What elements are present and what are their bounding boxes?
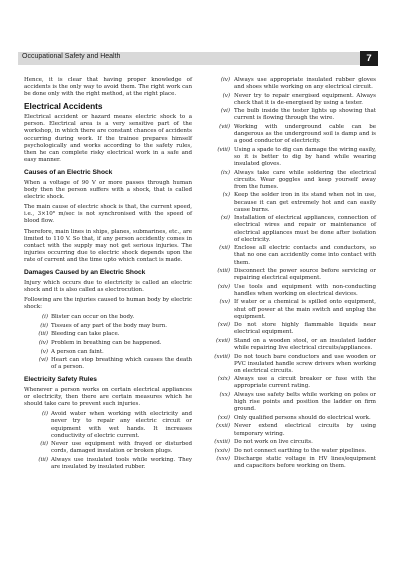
list-item	[210, 245, 376, 266]
item-text: The bulb inside the tester lights up showing that current is flowing through the wire.	[234, 108, 376, 122]
list-item	[210, 423, 376, 437]
item-number: (xvi)	[217, 322, 230, 329]
list-item	[210, 108, 376, 122]
item-number: (xxiii)	[214, 439, 230, 446]
item-text: Do not store highly flammable liquids near electrical equipment.	[234, 322, 376, 336]
rules-list-right	[210, 77, 376, 470]
list-item	[32, 323, 192, 330]
list-item	[32, 357, 192, 371]
list-item	[32, 457, 192, 471]
item-text: Always use safety belts while working on poles or high rise points and position the ladder on firm ground.	[234, 392, 376, 413]
intro-paragraph: Hence, it is clear that having proper knowledge of accidents is the only way to avoid them. The right work can be done only with the right method, at the right place.	[24, 77, 192, 98]
item-number: (xiv)	[217, 283, 230, 290]
item-number: (xvii)	[215, 337, 230, 344]
item-text: Blister can occur on the body.	[51, 314, 135, 321]
list-item	[210, 415, 376, 422]
item-text: Problem in breathing can be happened.	[51, 340, 162, 347]
item-text: Only qualified persons should do electrical work.	[234, 414, 371, 421]
list-item	[210, 170, 376, 191]
header-title: Occupational Safety and Health	[22, 53, 121, 60]
accidents-paragraph: Electrical accident or hazard means electric shock to a person. Electrical area is a very sensitive part of the workshop, in which there are constant chances of accidents occurring during work. If the trainee prepares himself psychologically and works according to the safety rules, then he can complete risky electrical work in a safe and easy manner.	[24, 114, 192, 164]
item-text: A person can faint.	[51, 348, 104, 355]
item-number: (v)	[222, 92, 230, 99]
item-number: (xviii)	[214, 353, 230, 360]
heading-safety-rules: Electricity Safety Rules	[24, 376, 97, 384]
item-text: Working with underground cable can be dangerous as the underground soil is damp and is a good conductor of electricity.	[234, 124, 376, 145]
heading-causes: Causes of an Electric Shock	[24, 169, 113, 177]
heading-electrical-accidents: Electrical Accidents	[24, 101, 103, 112]
item-number: (iii)	[38, 331, 48, 338]
item-number: (viii)	[217, 146, 230, 153]
item-number: (vi)	[38, 357, 48, 364]
item-text: Bleeding can take place.	[51, 331, 120, 338]
heading-damages: Damages Caused by an Electric Shock	[24, 269, 146, 277]
item-number: (vi)	[220, 108, 230, 115]
item-number: (xix)	[217, 376, 230, 383]
item-text: Do not work on live circuits.	[234, 439, 313, 446]
list-item	[210, 124, 376, 145]
item-number: (xv)	[219, 299, 230, 306]
item-number: (iv)	[38, 340, 48, 347]
causes-paragraph-1: When a voltage of 90 V or more passes through human body then the person suffers with a shock, that is called electric shock.	[24, 179, 192, 201]
damages-paragraph-2: Following are the injuries caused to human body by electric shock:	[24, 297, 192, 311]
item-text: Always take care while soldering the electrical circuits. Wear goggles and keep yourself away from the fumes.	[234, 169, 376, 190]
item-number: (xii)	[219, 245, 230, 252]
list-item	[32, 349, 192, 356]
item-number: (v)	[40, 348, 48, 355]
rules-list-left	[24, 411, 192, 471]
item-number: (ii)	[40, 441, 48, 448]
item-text: Always use appropriate insulated rubber gloves and shoes while working on any electrical circuit.	[234, 77, 376, 91]
item-text: Stand on a wooden stool, or an insulated ladder while repairing live electrical circuits/appliances.	[234, 337, 376, 351]
item-text: Keep the solder iron in its stand when not in use, because it can get extremely hot and can easily cause burns.	[234, 192, 376, 213]
item-number: (i)	[41, 314, 48, 321]
list-item	[210, 215, 376, 244]
list-item	[210, 456, 376, 470]
list-item	[210, 192, 376, 213]
list-item	[32, 340, 192, 347]
item-number: (xxi)	[217, 414, 230, 421]
item-text: Do not connect earthing to the water pipelines.	[234, 447, 367, 454]
item-text: Heart can stop breathing which causes the death of a person.	[51, 357, 192, 371]
list-item	[210, 439, 376, 446]
item-text: Never extend electrical circuits by using temporary wiring.	[234, 423, 376, 437]
damages-list	[24, 314, 192, 371]
list-item	[32, 441, 192, 455]
item-text: Always use insulated tools while working. They are insulated by insulated rubber.	[51, 456, 192, 471]
item-number: (ii)	[40, 322, 48, 329]
item-text: Always use a circuit breaker or fuse with the appropriate current rating.	[234, 376, 376, 390]
item-text: Disconnect the power source before servicing or repairing electrical equipment.	[234, 268, 376, 282]
right-column	[210, 77, 376, 472]
list-item	[210, 284, 376, 298]
item-text: Using a spade to dig can damage the wiring easily, so it is better to dig by hand while wearing insulated gloves.	[234, 146, 376, 168]
item-number: (x)	[222, 192, 230, 199]
list-item	[210, 376, 376, 390]
list-item	[210, 299, 376, 320]
item-number: (ix)	[220, 169, 230, 176]
item-number: (xiii)	[217, 268, 230, 275]
list-item	[210, 322, 376, 336]
item-number: (iii)	[38, 456, 48, 463]
item-text: Do not touch bare conductors and use wooden or PVC insulated handle screw drivers when working on electrical circuits.	[234, 353, 376, 374]
item-number: (i)	[41, 411, 48, 418]
item-text: Enclose all electric contacts and conductors, so that no one can accidently come into contact with them.	[234, 245, 376, 266]
list-item	[210, 338, 376, 352]
list-item	[210, 147, 376, 168]
causes-paragraph-3: Therefore, main lines in ships, planes, submarines, etc., are limited to 110 V. So that, if any person accidently comes in contact with the supply may not get serious injuries. The injuries occurring due to electric shock depends upon the rate of current and the time upto which contact is made.	[24, 228, 192, 264]
list-item	[210, 354, 376, 375]
damages-paragraph-1: Injury which occurs due to electricity is called an electric shock and it is also called as electrocution.	[24, 279, 192, 293]
item-text: Use tools and equipment with non-conducting handles when working on electrical devices.	[234, 283, 376, 297]
item-number: (xxii)	[215, 423, 230, 430]
item-number: (xxv)	[216, 456, 230, 463]
item-number: (xi)	[220, 215, 230, 222]
list-item	[210, 77, 376, 91]
rules-paragraph: Whenever a person works on certain electrical appliances or electricity, then there are certain measures which he should take care to prevent such injuries.	[24, 386, 192, 408]
item-number: (iv)	[220, 77, 230, 83]
item-number: (xxiv)	[214, 447, 230, 454]
list-item	[210, 392, 376, 413]
item-text: Never use equipment with frayed or disturbed cords, damaged insulation or broken plugs.	[51, 441, 192, 455]
left-column	[24, 77, 192, 473]
list-item	[32, 314, 192, 321]
list-item	[210, 268, 376, 282]
item-text: If water or a chemical is spilled onto equipment, shut off power at the main switch and unplug the equipment.	[234, 299, 376, 320]
page-number: 7	[360, 51, 378, 66]
item-number: (vii)	[219, 124, 230, 131]
page-header	[18, 52, 374, 65]
item-number: (xx)	[219, 392, 230, 399]
item-text: Installation of electrical appliances, connection of electrical wires and repair or maintenance of electrical appliances must be done after isolation of electricity.	[234, 215, 376, 243]
item-text: Never try to repair energised equipment. Always check that it is de-energised by using a tester.	[234, 92, 376, 106]
item-text: Discharge static voltage in HV lines/equipment and capacitors before working on them.	[234, 456, 376, 470]
item-text: Avoid water when working with electricity and never try to repair any electric circuit or equipment with wet hands. It increases conductivity of electric current.	[51, 411, 192, 439]
item-text: Tissues of any part of the body may burn.	[51, 322, 167, 329]
list-item	[32, 411, 192, 440]
list-item	[32, 331, 192, 338]
list-item	[210, 448, 376, 455]
list-item	[210, 93, 376, 107]
causes-paragraph-2: The main cause of electric shock is that, the current speed, i.e., 3×10⁸ m/sec is not synchronised with the speed of blood flow.	[24, 204, 192, 225]
